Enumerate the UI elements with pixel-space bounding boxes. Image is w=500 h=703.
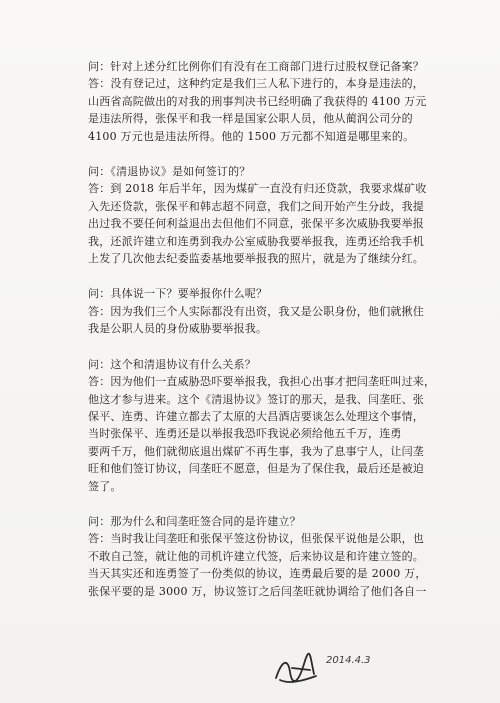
qa-block-4	[88, 356, 440, 495]
answer-line: 保平、连勇、许建立都去了太原的大昌酒店要谈怎么处理这个事情，	[88, 409, 424, 423]
answer-line: 不敢自己签，就让他的司机许建立代签，后来协议是和许建立签的。	[88, 549, 424, 563]
answer-line: 旺和他们签订协议，闫垄旺不愿意，但是为了保住我，最后还是被迫	[88, 462, 424, 476]
answer-line: 要两千万，他们就彻底退出煤矿不再生事，我为了息事宁人，让闫垄	[88, 444, 424, 458]
answer-line: 答：当时我让闫垄旺和张保平签这份协议，但张保平说他是公职，也	[88, 532, 424, 546]
answer-line: 他这才参与进来。这个《清退协议》签订的那天，是我、闫垄旺、张	[88, 392, 424, 406]
question-line: 问：那为什么和闫垄旺签合同的是许建立？	[88, 514, 301, 528]
answer-line: 当天其实还和连勇签了一份类似的协议，连勇最后要的是 2000 万，	[88, 567, 427, 581]
paragraph-gap	[88, 267, 440, 285]
paragraph-gap	[88, 145, 440, 163]
answer-line: 答：到 2018 年后半年，因为煤矿一直没有归还贷款，我要求煤矿收	[88, 182, 427, 196]
answer-line: 答：没有登记过，这种约定是我们三人私下进行的，本身是违法的，	[88, 77, 424, 91]
answer-line: 出过我不要任何利益退出去但他们不同意，张保平多次威胁我要举报	[88, 217, 424, 231]
paragraph-gap	[88, 338, 440, 356]
answer-line: 上发了几次他去纪委监委基地要举报我的照片，就是为了继续分红。	[88, 252, 424, 266]
question-line: 问：这个和清退协议有什么关系？	[88, 357, 256, 371]
signature-date: 2014.4.3	[326, 655, 371, 666]
qa-block-5	[88, 513, 440, 600]
qa-block-3	[88, 285, 440, 337]
answer-line: 我是公职人员的身份威胁要举报我。	[88, 322, 268, 336]
answer-line: 答：因为我们三个人实际都没有出资，我又是公职身份，他们就揪住	[88, 304, 424, 318]
question-line: 问：《清退协议》是如何签订的？	[88, 165, 251, 179]
answer-line: 我，还派许建立和连勇到我办公室威胁我要举报我，连勇还给我手机	[88, 234, 424, 248]
qa-block-1	[88, 58, 440, 145]
answer-line: 山西省高院做出的对我的刑事判决书已经明确了我获得的 4100 万元	[88, 94, 427, 108]
question-line: 问：针对上述分红比例你们有没有在工商部门进行过股权登记备案？	[88, 60, 424, 73]
paragraph-gap	[88, 495, 440, 513]
answer-line: 当时张保平、连勇还是以举报我恐吓我说必须给他五千万，连勇	[88, 427, 402, 441]
interrogation-record	[88, 58, 440, 600]
answer-line: 张保平要的是 3000 万，协议签订之后闫垄旺就协调给了他们各自一	[88, 584, 427, 598]
answer-line: 签了。	[88, 479, 122, 493]
qa-block-2	[88, 163, 440, 267]
answer-line: 入先还贷款，张保平和韩志超不同意，我们之间开始产生分歧，我提	[88, 199, 424, 213]
answer-line: 是违法所得，张保平和我一样是国家公职人员，他从蔺润公司分的	[88, 112, 413, 126]
answer-line: 4100 万元也是违法所得。他的 1500 万元都不知道是哪里来的。	[88, 129, 415, 143]
answer-line: 答：因为他们一直威胁恐吓要举报我，我担心出事才把闫垄旺叫过来，	[88, 375, 436, 389]
question-line: 问：具体说一下？要举报你什么呢？	[88, 287, 268, 301]
